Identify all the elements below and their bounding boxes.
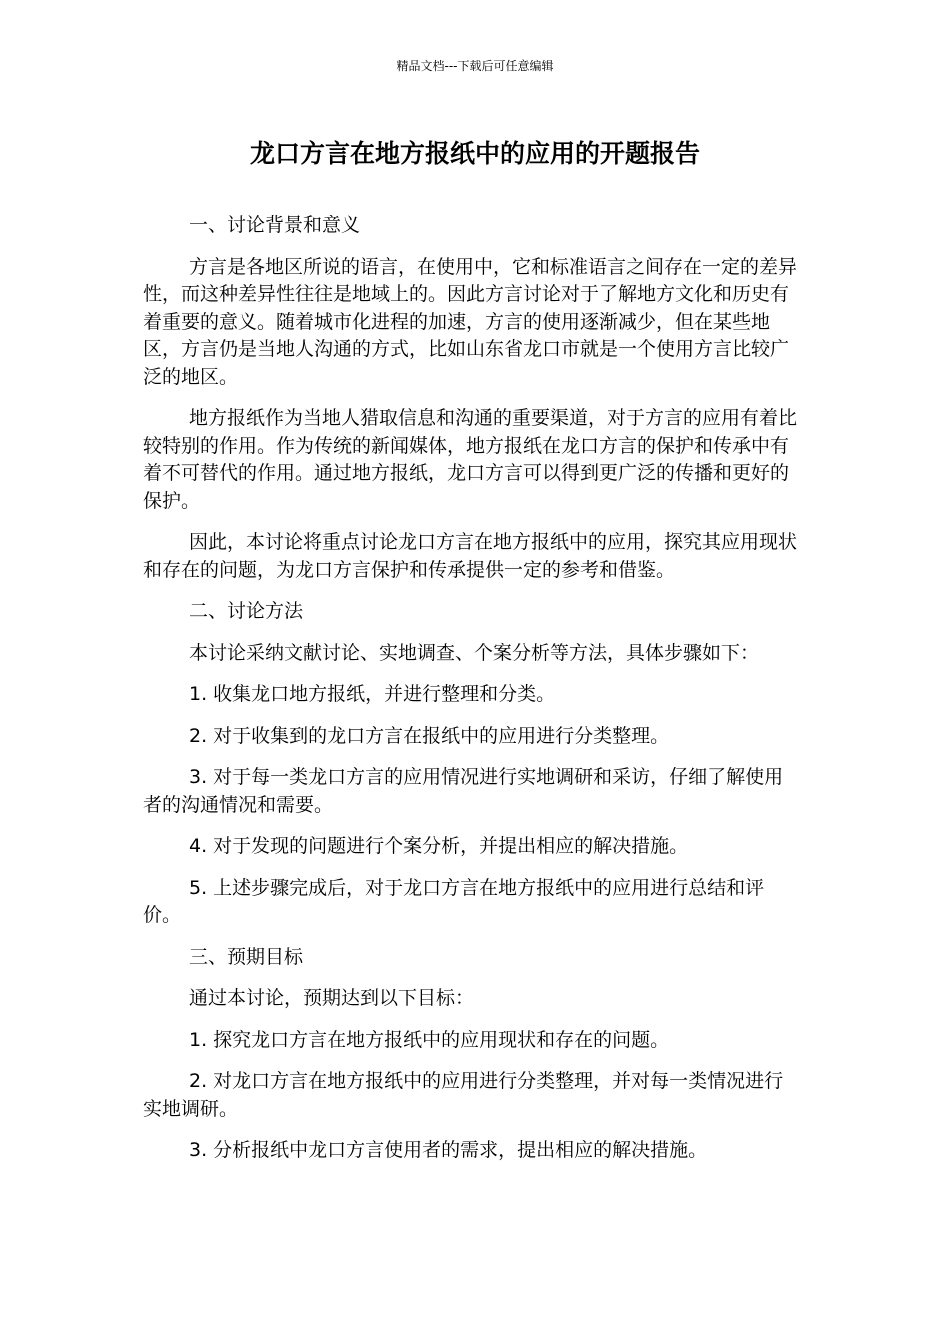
document-title: 龙口方言在地方报纸中的应用的开题报告 (249, 139, 700, 168)
paragraph-background-2: 地方报纸作为当地人猎取信息和沟通的重要渠道，对于方言的应用有着比较特别的作用。作为传统的新闻媒体，地方报纸在龙口方言的保护和传承中有着不可替代的作用。通过地方报纸，龙口方言可以得到更广泛的传播和更好的保护。 (143, 407, 798, 512)
paragraph-goals-intro: 通过本讨论，预期达到以下目标： (189, 987, 475, 1009)
list-item-goal-1: 1. 探究龙口方言在地方报纸中的应用现状和存在的问题。 (189, 1028, 670, 1051)
section-heading-background: 一、讨论背景和意义 (189, 214, 361, 236)
paragraph-method-intro: 本讨论采纳文献讨论、实地调查、个案分析等方法，具体步骤如下： (189, 641, 760, 664)
list-item-method-5: 5. 上述步骤完成后，对于龙口方言在地方报纸中的应用进行总结和评价。 (143, 876, 765, 926)
list-item-goal-3: 3. 分析报纸中龙口方言使用者的需求，提出相应的解决措施。 (189, 1139, 708, 1161)
list-item-method-2: 2. 对于收集到的龙口方言在报纸中的应用进行分类整理。 (189, 724, 670, 747)
paragraph-background-1: 方言是各地区所说的语言，在使用中，它和标准语言之间存在一定的差异性，而这种差异性往往是地域上的。因此方言讨论对于了解地方文化和历史有着重要的意义。随着城市化进程的加速，方言的使用逐渐减少，但在某些地区，方言仍是当地人沟通的方式，比如山东省龙口市就是一个使用方言比较广泛的地区。 (143, 255, 798, 388)
section-heading-goals: 三、预期目标 (189, 945, 304, 968)
list-item-goal-2: 2. 对龙口方言在地方报纸中的应用进行分类整理，并对每一类情况进行实地调研。 (143, 1070, 784, 1120)
section-heading-method: 二、讨论方法 (189, 600, 304, 622)
list-item-method-4: 4. 对于发现的问题进行个案分析，并提出相应的解决措施。 (189, 835, 689, 857)
paragraph-background-3: 因此，本讨论将重点讨论龙口方言在地方报纸中的应用，探究其应用现状和存在的问题，为龙口方言保护和传承提供一定的参考和借鉴。 (143, 531, 798, 581)
list-item-method-1: 1. 收集龙口地方报纸，并进行整理和分类。 (189, 683, 556, 705)
list-item-method-3: 3. 对于每一类龙口方言的应用情况进行实地调研和采访，仔细了解使用者的沟通情况和需要。 (143, 766, 784, 816)
header-note: 精品文档---下载后可任意编辑 (396, 59, 554, 73)
document-body (143, 212, 798, 1165)
